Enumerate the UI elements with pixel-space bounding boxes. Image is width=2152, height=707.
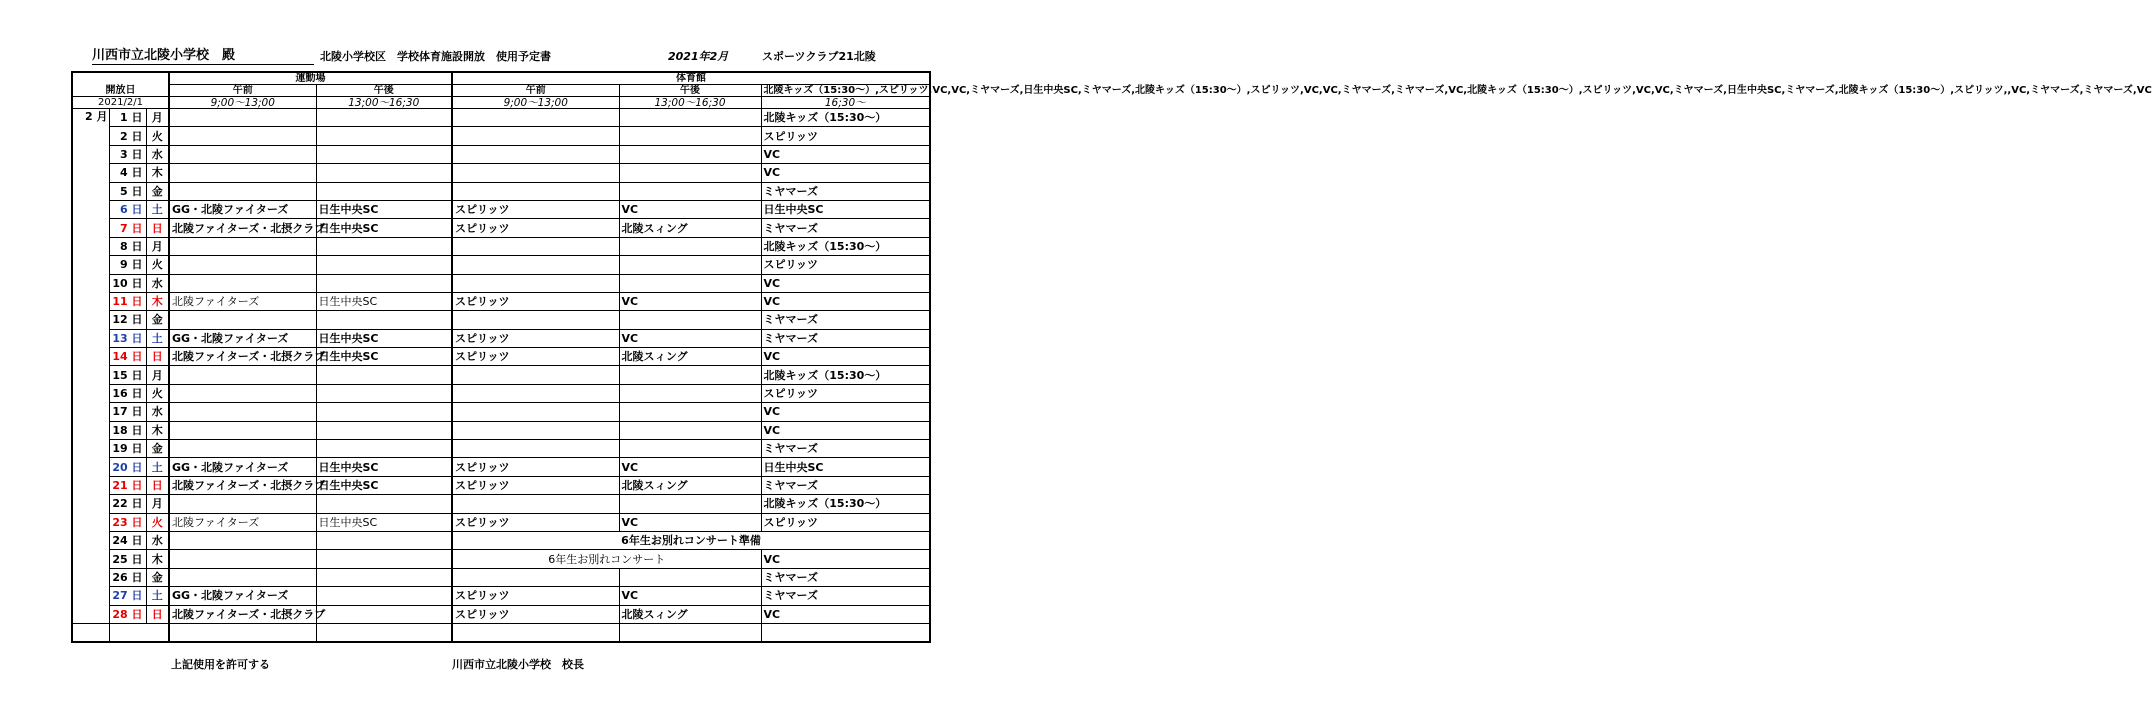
ground-afternoon-cell: 日生中央SC [316, 513, 452, 531]
table-row [72, 513, 930, 531]
ground-morning-cell: GG・北陵ファイターズ [169, 458, 316, 476]
gym-night-cell: VC [761, 550, 930, 568]
day-number: 7 日 [109, 219, 146, 237]
gym-morning-cell [452, 495, 619, 513]
ground-morning-cell: GG・北陵ファイターズ [169, 329, 316, 347]
gym-afternoon-cell [619, 145, 761, 163]
day-of-week: 日 [146, 476, 169, 494]
ground-afternoon-time: 13;00～16;30 [316, 97, 452, 109]
ground-morning-cell: GG・北陵ファイターズ [169, 587, 316, 605]
ground-morning-cell [169, 421, 316, 439]
gym-morning-cell: スピリッツ [452, 458, 619, 476]
schedule-month: 2021年2月 [668, 50, 729, 63]
day-number: 12 日 [109, 311, 146, 329]
gym-afternoon-cell [619, 421, 761, 439]
ground-morning-cell: 北陵ファイターズ [169, 292, 316, 310]
gym-night-cell: スピリッツ [761, 127, 930, 145]
ground-afternoon-cell [316, 109, 452, 127]
ground-morning-cell [169, 568, 316, 586]
table-row [72, 568, 930, 586]
gym-night-cell: ミヤマーズ [761, 568, 930, 586]
table-row [72, 476, 930, 494]
ground-afternoon-cell: 日生中央SC [316, 292, 452, 310]
ground-morning-cell [169, 145, 316, 163]
table-row [72, 274, 930, 292]
gym-night-cell: 北陵キッズ（15:30～） [761, 366, 930, 384]
gym-afternoon-cell [619, 403, 761, 421]
day-of-week: 月 [146, 366, 169, 384]
ground-morning-cell [169, 495, 316, 513]
gym-afternoon-cell: VC [619, 329, 761, 347]
gym-night-cell: ミヤマーズ [761, 476, 930, 494]
table-row [72, 348, 930, 366]
gym-night-cell: VC [761, 164, 930, 182]
day-of-week: 火 [146, 384, 169, 402]
ground-afternoon-cell [316, 421, 452, 439]
ground-afternoon-cell: 日生中央SC [316, 329, 452, 347]
table-row [72, 329, 930, 347]
gym-afternoon-time: 13;00～16;30 [619, 97, 761, 109]
ground-afternoon-cell [316, 366, 452, 384]
ground-afternoon-cell [316, 145, 452, 163]
gym-morning-cell: スピリッツ [452, 200, 619, 218]
gym-afternoon-cell: 北陵スィング [619, 605, 761, 623]
ground-afternoon-cell: 日生中央SC [316, 200, 452, 218]
gym-morning-cell [452, 366, 619, 384]
table-row [72, 384, 930, 402]
ground-morning-cell [169, 440, 316, 458]
ground-afternoon-header: 午後 [316, 85, 452, 97]
ground-afternoon-cell [316, 384, 452, 402]
gym-header: 体育館 [452, 72, 930, 85]
table-row [72, 219, 930, 237]
table-row [72, 109, 930, 127]
gym-afternoon-cell: VC [619, 458, 761, 476]
gym-morning-cell [452, 403, 619, 421]
table-row [72, 458, 930, 476]
day-number: 15 日 [109, 366, 146, 384]
ground-afternoon-cell [316, 587, 452, 605]
day-of-week: 水 [146, 274, 169, 292]
gym-night-cell: ミヤマーズ [761, 219, 930, 237]
day-of-week: 月 [146, 237, 169, 255]
ground-morning-cell: 北陵ファイターズ・北摂クラブ [169, 219, 316, 237]
table-row [72, 237, 930, 255]
day-number: 8 日 [109, 237, 146, 255]
gym-morning-cell [452, 311, 619, 329]
document-title: 北陵小学校区 学校体育施設開放 使用予定書 [320, 50, 551, 63]
ground-afternoon-cell [316, 182, 452, 200]
gym-night-cell: 北陵キッズ（15:30～） [761, 109, 930, 127]
day-number: 24 日 [109, 531, 146, 549]
table-row [72, 256, 930, 274]
ground-afternoon-cell [316, 311, 452, 329]
gym-afternoon-cell: 北陵スィング [619, 219, 761, 237]
gym-afternoon-cell [619, 384, 761, 402]
ground-afternoon-cell [316, 495, 452, 513]
gym-night-cell: ミヤマーズ [761, 311, 930, 329]
day-number: 9 日 [109, 256, 146, 274]
day-number: 20 日 [109, 458, 146, 476]
day-number: 14 日 [109, 348, 146, 366]
ground-afternoon-cell: 日生中央SC [316, 348, 452, 366]
table-row [72, 421, 930, 439]
gym-night-cell: 日生中央SC [761, 458, 930, 476]
gym-event-cell: 6年生お別れコンサート [452, 550, 761, 568]
day-of-week: 木 [146, 550, 169, 568]
start-date: 2021/2/1 [72, 97, 169, 109]
day-of-week: 水 [146, 145, 169, 163]
day-number: 19 日 [109, 440, 146, 458]
gym-night-cell: VC [761, 274, 930, 292]
day-number: 23 日 [109, 513, 146, 531]
ground-afternoon-cell [316, 164, 452, 182]
ground-morning-cell: 北陵ファイターズ・北摂クラブ [169, 605, 316, 623]
gym-night-cell: 日生中央SC [761, 200, 930, 218]
table-row [72, 182, 930, 200]
gym-morning-time: 9;00～13;00 [452, 97, 619, 109]
gym-night-cell: VC [761, 348, 930, 366]
day-of-week: 日 [146, 348, 169, 366]
day-of-week: 日 [146, 219, 169, 237]
day-number: 6 日 [109, 200, 146, 218]
ground-morning-header: 午前 [169, 85, 316, 97]
table-row [72, 440, 930, 458]
day-of-week: 火 [146, 127, 169, 145]
principal-signature-line: 川西市立北陵小学校 校長 [452, 658, 584, 671]
day-number: 18 日 [109, 421, 146, 439]
gym-morning-cell [452, 440, 619, 458]
gym-morning-cell [452, 109, 619, 127]
gym-afternoon-cell: VC [619, 200, 761, 218]
ground-morning-cell [169, 109, 316, 127]
day-of-week: 木 [146, 292, 169, 310]
day-of-week: 土 [146, 587, 169, 605]
blank-row [72, 623, 930, 642]
gym-morning-cell: スピリッツ [452, 476, 619, 494]
day-number: 21 日 [109, 476, 146, 494]
table-row [72, 587, 930, 605]
gym-night-header: 北陵キッズ（15:30～）,スピリッツ,VC,VC,ミヤマーズ,日生中央SC,ミヤマーズ,北陵キッズ（15:30～）,スピリッツ,VC,VC,ミヤマーズ,ミヤマーズ,VC,北陵キッズ（15:30～）,スピリッツ,VC,VC,ミヤマーズ,日生中央SC,ミヤマーズ,北陵キッズ（15:30～）,スピリッツ,,VC,ミヤマーズ,ミヤマーズ,VC [761, 85, 930, 97]
gym-afternoon-cell [619, 440, 761, 458]
permission-text: 上記使用を許可する [171, 658, 270, 671]
ground-afternoon-cell [316, 605, 452, 623]
table-row [72, 495, 930, 513]
gym-morning-cell [452, 182, 619, 200]
table-row [72, 200, 930, 218]
day-of-week: 金 [146, 568, 169, 586]
day-of-week: 金 [146, 311, 169, 329]
ground-afternoon-cell [316, 256, 452, 274]
table-row [72, 292, 930, 310]
schedule-table [71, 71, 2152, 643]
gym-morning-cell: スピリッツ [452, 329, 619, 347]
ground-afternoon-cell [316, 237, 452, 255]
ground-afternoon-cell: 日生中央SC [316, 458, 452, 476]
day-number: 11 日 [109, 292, 146, 310]
gym-morning-cell [452, 164, 619, 182]
day-of-week: 金 [146, 182, 169, 200]
day-of-week: 土 [146, 329, 169, 347]
table-row [72, 550, 930, 568]
ground-morning-cell [169, 127, 316, 145]
ground-morning-cell [169, 366, 316, 384]
ground-morning-cell: 北陵ファイターズ・北摂クラブ [169, 476, 316, 494]
gym-afternoon-cell [619, 109, 761, 127]
ground-morning-cell [169, 274, 316, 292]
gym-afternoon-cell: VC [619, 587, 761, 605]
gym-night-cell: ミヤマーズ [761, 182, 930, 200]
ground-afternoon-cell: 日生中央SC [316, 219, 452, 237]
table-row [72, 311, 930, 329]
day-number: 26 日 [109, 568, 146, 586]
gym-night-cell: ミヤマーズ [761, 440, 930, 458]
ground-morning-cell [169, 256, 316, 274]
ground-afternoon-cell [316, 403, 452, 421]
table-row [72, 403, 930, 421]
day-number: 5 日 [109, 182, 146, 200]
day-of-week: 木 [146, 164, 169, 182]
ground-morning-cell [169, 384, 316, 402]
gym-afternoon-cell [619, 127, 761, 145]
gym-night-cell: スピリッツ [761, 256, 930, 274]
day-of-week: 月 [146, 495, 169, 513]
table-row [72, 605, 930, 623]
gym-afternoon-cell: 北陵スィング [619, 348, 761, 366]
day-of-week: 水 [146, 531, 169, 549]
gym-morning-cell [452, 274, 619, 292]
day-number: 28 日 [109, 605, 146, 623]
day-number: 3 日 [109, 145, 146, 163]
gym-night-cell: スピリッツ [761, 384, 930, 402]
day-number: 25 日 [109, 550, 146, 568]
gym-morning-cell [452, 568, 619, 586]
ground-afternoon-cell: 日生中央SC [316, 476, 452, 494]
day-of-week: 土 [146, 458, 169, 476]
ground-afternoon-cell [316, 568, 452, 586]
day-of-week: 月 [146, 109, 169, 127]
table-row [72, 531, 930, 549]
gym-afternoon-cell [619, 568, 761, 586]
day-number: 4 日 [109, 164, 146, 182]
gym-afternoon-cell: VC [619, 292, 761, 310]
gym-afternoon-cell [619, 274, 761, 292]
day-number: 16 日 [109, 384, 146, 402]
day-number: 10 日 [109, 274, 146, 292]
ground-morning-cell [169, 182, 316, 200]
gym-morning-cell [452, 145, 619, 163]
ground-morning-cell [169, 237, 316, 255]
gym-night-cell: スピリッツ [761, 513, 930, 531]
ground-afternoon-cell [316, 440, 452, 458]
gym-afternoon-cell: 北陵スィング [619, 476, 761, 494]
addressee: 川西市立北陵小学校 殿 [92, 44, 314, 65]
ground-morning-time: 9;00～13;00 [169, 97, 316, 109]
gym-morning-cell [452, 127, 619, 145]
gym-afternoon-cell [619, 164, 761, 182]
ground-morning-cell [169, 164, 316, 182]
gym-afternoon-cell: VC [619, 513, 761, 531]
gym-night-cell: ミヤマーズ [761, 587, 930, 605]
ground-morning-cell [169, 311, 316, 329]
gym-morning-header: 午前 [452, 85, 619, 97]
gym-morning-cell: スピリッツ [452, 513, 619, 531]
gym-night-cell: 北陵キッズ（15:30～） [761, 495, 930, 513]
day-number: 27 日 [109, 587, 146, 605]
gym-afternoon-cell [619, 237, 761, 255]
gym-morning-cell: スピリッツ [452, 587, 619, 605]
ground-morning-cell: GG・北陵ファイターズ [169, 200, 316, 218]
table-row [72, 127, 930, 145]
table-row [72, 164, 930, 182]
gym-night-time: 16;30～ [761, 97, 930, 109]
gym-afternoon-cell [619, 256, 761, 274]
gym-night-cell: VC [761, 421, 930, 439]
month-cell: 2 月 [72, 109, 109, 624]
ground-afternoon-cell [316, 127, 452, 145]
table-row [72, 145, 930, 163]
gym-night-cell: VC [761, 605, 930, 623]
day-number: 22 日 [109, 495, 146, 513]
gym-afternoon-header: 午後 [619, 85, 761, 97]
gym-night-cell: VC [761, 403, 930, 421]
day-number: 17 日 [109, 403, 146, 421]
day-of-week: 金 [146, 440, 169, 458]
gym-morning-cell [452, 256, 619, 274]
gym-afternoon-cell [619, 495, 761, 513]
club-name: スポーツクラブ21北陵 [762, 50, 876, 63]
day-of-week: 土 [146, 200, 169, 218]
day-number: 1 日 [109, 109, 146, 127]
ground-header: 運動場 [169, 72, 452, 85]
gym-afternoon-cell [619, 182, 761, 200]
day-of-week: 木 [146, 421, 169, 439]
gym-morning-cell [452, 421, 619, 439]
ground-morning-cell [169, 403, 316, 421]
gym-event-cell: 6年生お別れコンサート準備 [452, 531, 930, 549]
gym-night-cell: VC [761, 292, 930, 310]
day-of-week: 火 [146, 513, 169, 531]
gym-night-cell: VC [761, 145, 930, 163]
day-of-week: 水 [146, 403, 169, 421]
gym-morning-cell: スピリッツ [452, 219, 619, 237]
gym-night-cell: ミヤマーズ [761, 329, 930, 347]
table-row [72, 366, 930, 384]
gym-afternoon-cell [619, 366, 761, 384]
day-of-week: 日 [146, 605, 169, 623]
gym-morning-cell [452, 384, 619, 402]
day-number: 2 日 [109, 127, 146, 145]
gym-night-cell: 北陵キッズ（15:30～） [761, 237, 930, 255]
gym-morning-cell: スピリッツ [452, 292, 619, 310]
ground-afternoon-cell [316, 274, 452, 292]
day-number: 13 日 [109, 329, 146, 347]
open-day-header: 開放日 [72, 72, 169, 97]
gym-morning-cell [452, 237, 619, 255]
day-of-week: 火 [146, 256, 169, 274]
ground-morning-cell: 北陵ファイターズ・北摂クラブ [169, 348, 316, 366]
gym-afternoon-cell [619, 311, 761, 329]
gym-morning-cell: スピリッツ [452, 348, 619, 366]
ground-morning-cell: 北陵ファイターズ [169, 513, 316, 531]
gym-morning-cell: スピリッツ [452, 605, 619, 623]
